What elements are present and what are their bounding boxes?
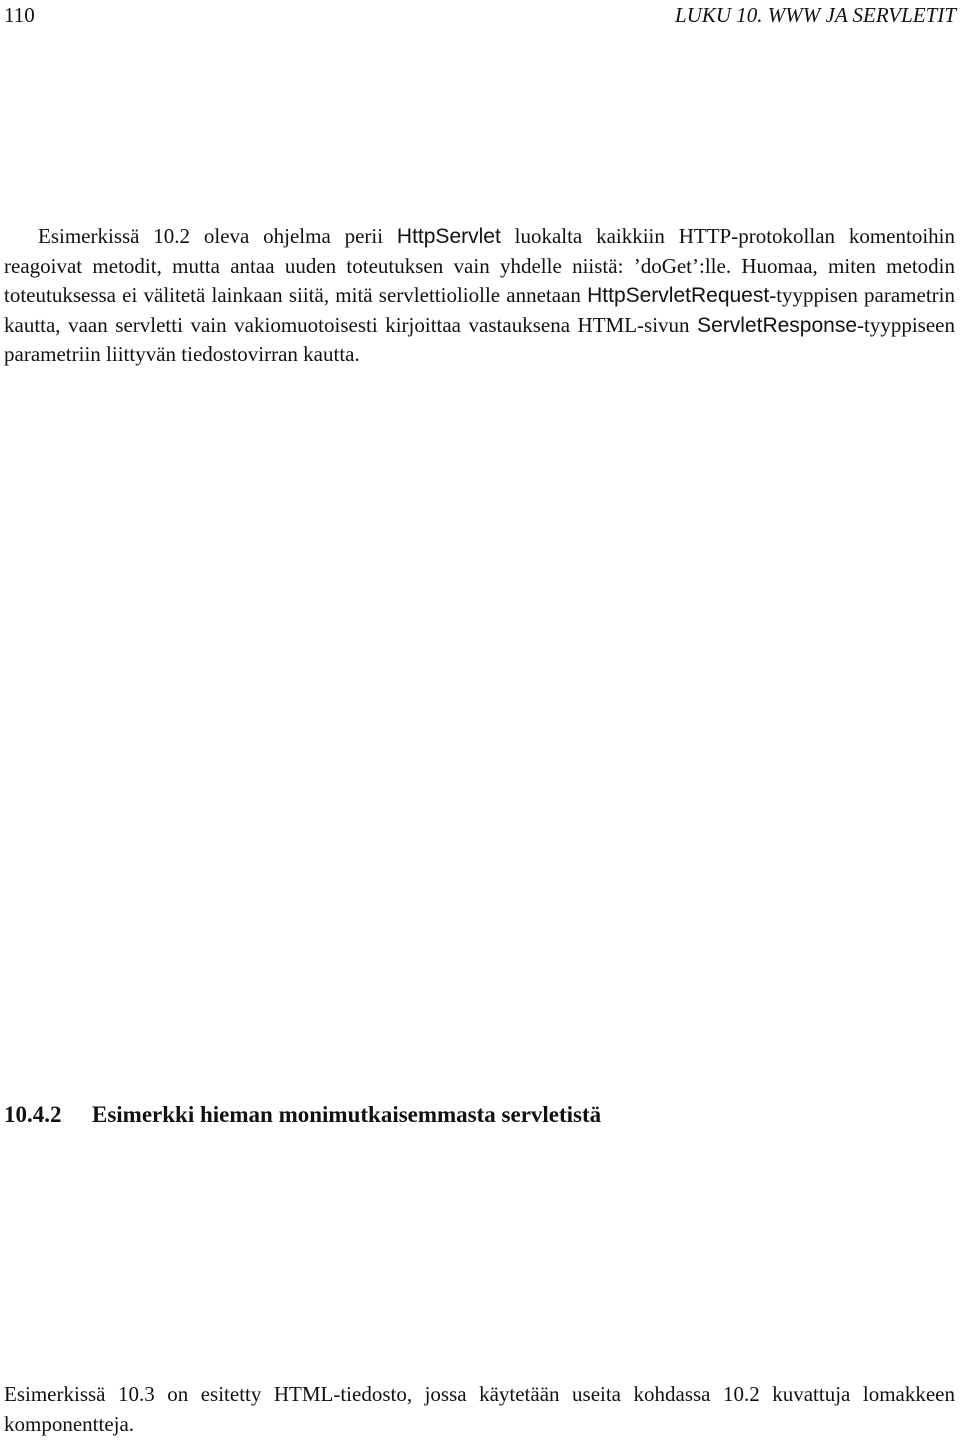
paragraph-html-example: Esimerkissä 10.3 on esitetty HTML-tiedosto, jossa käytetään useita kohdassa 10.2 kuvattuja lomakkeen komponentteja. xyxy=(4,1382,955,1436)
running-chapter-title: LUKU 10. WWW JA SERVLETIT xyxy=(675,3,956,27)
paragraph-text: -tyyppisen parametrin kautta, vaan servletti vain vakiomuotoisesti kirjoittaa vastauksena HTML-sivun xyxy=(4,283,956,337)
section-number: 10.4.2 xyxy=(4,1102,62,1127)
class-name-httpservlet: HttpServlet xyxy=(396,225,501,248)
paragraph-servlet-explanation xyxy=(4,222,955,370)
section-title: Esimerkki hieman monimutkaisemmasta servletistä xyxy=(92,1102,602,1127)
paragraph-text: Esimerkissä 10.2 oleva ohjelma perii xyxy=(38,224,397,248)
page-header xyxy=(0,0,960,30)
section-heading xyxy=(4,1100,601,1130)
class-name-httpservletrequest: HttpServletRequest xyxy=(587,284,770,307)
paragraph-text: luokalta kaikkiin HTTP-protokollan komentoihin reagoivat metodit, mutta antaa uuden toteutuksen vain yhdelle niistä: ’doGet’:lle. Huomaa, miten metodin toteutuksessa ei välitetä lainkaan siitä, mitä servlettioliolle annetaan xyxy=(4,224,955,307)
paragraph-text: -tyyppiseen parametriin liittyvän tiedostovirran kautta. xyxy=(4,312,955,366)
class-name-servletresponse: ServletResponse xyxy=(697,313,858,337)
page-number: 110 xyxy=(4,3,35,27)
